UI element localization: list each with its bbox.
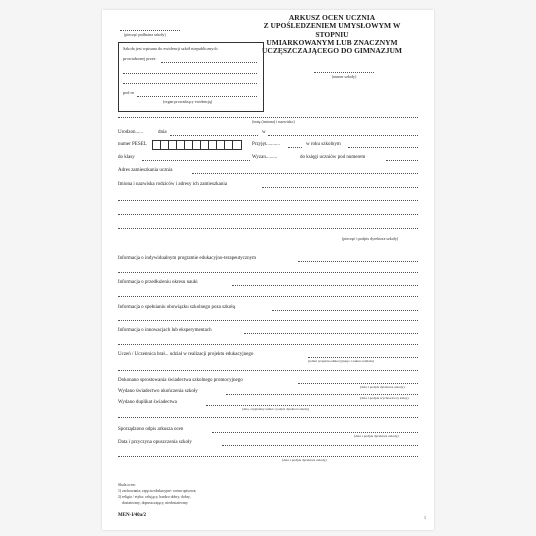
duplikat-label: Wydano duplikat świadectwa: [118, 400, 177, 405]
dokonano-label: Dokonano sprostowania świadectwa szkolnego promocyjnego: [118, 378, 243, 383]
title-line-2: Z UPOŚLEDZENIEM UMYSŁOWYM W STOPNIU: [263, 21, 401, 39]
do-klasy-label: do klasy: [118, 155, 135, 160]
name-caption: (imię (imiona) i nazwisko): [252, 119, 295, 124]
name-line: [118, 117, 418, 118]
innowacje-label: Informacja o innowacjach lub eksperymentach: [118, 328, 212, 333]
title-line-1: ARKUSZ OCEN UCZNIA: [288, 13, 376, 22]
dyrektor-caption-1: (pieczęć i podpis dyrektora szkoły): [342, 236, 399, 241]
registry-text-2: prowadzonej przez: [123, 56, 156, 61]
stamp-caption: (pieczęć podłużna szkoły): [124, 32, 166, 37]
stamp-line: [120, 30, 180, 31]
form-title: [262, 14, 402, 55]
wydano-label: Wydano świadectwo ukończenia szkoły: [118, 389, 198, 394]
urodzon-label: Urodzon......: [118, 130, 143, 135]
adres-label: Adres zamieszkania ucznia: [118, 168, 173, 173]
data-przyczyna-label: Data i przyczyna opuszczenia szkoły: [118, 440, 192, 445]
obowiazek-label: Informacja o spełnianiu obowiązku szkolnego poza szkołą: [118, 305, 235, 310]
dokonano-caption: (data i podpis dyrektora szkoły): [360, 385, 405, 389]
pesel-label: numer PESEL: [118, 142, 147, 147]
registry-box: [118, 42, 264, 112]
w-label: w: [262, 130, 266, 135]
registry-caption: (organ prowadzący ewidencję): [163, 99, 213, 104]
data-przyczyna-caption: (data i podpis dyrektora szkoły): [282, 458, 327, 462]
duplikat-caption: (data, oryginalny numer i podpis dyrektora szkoły): [242, 407, 310, 411]
projekt-label: Uczeń / Uczennica brał... udział w realizacji projektu edukacyjnego: [118, 352, 254, 357]
dnia-label: dnia: [158, 130, 167, 135]
program-label: Informacja o indywidualnym programie edukacyjno-terapeutycznym: [118, 256, 257, 261]
school-number-caption: (numer szkoły): [332, 74, 357, 79]
do-ksiegi-label: do księgi uczniów pod numerem: [300, 155, 366, 160]
wyzan-label: Wyzan.........: [252, 155, 278, 160]
registry-text-1: Szkoła jest wpisana do ewidencji szkół niepublicznych: [123, 46, 218, 51]
przedluzenie-label: Informacja o przedłużeniu okresu nauki: [118, 280, 198, 285]
skala-line-1: 1) zachowania; zajęcia edukacyjne: ocena opisowa;: [118, 489, 197, 493]
form-code: MEN-I/40a/2: [118, 513, 147, 518]
form-page: [102, 10, 434, 530]
registry-pod-nr: pod nr: [123, 90, 135, 95]
wydano-caption: (data i podpis wychowawcy klasy): [360, 396, 409, 400]
projekt-caption: (temat projektu edukacyjnego i zakres udziału): [308, 359, 374, 363]
title-line-3: UMIARKOWANYM LUB ZNACZNYM: [266, 37, 398, 47]
page-number: 1: [424, 515, 426, 520]
school-number-line: [314, 72, 374, 73]
skala-line-3: dostateczny, dopuszczający, niedostateczny: [122, 501, 188, 505]
przyjet-label: Przyjęt...........: [252, 142, 280, 147]
rodzice-label: Imiona i nazwiska rodziców i adresy ich zamieszkania: [118, 182, 227, 187]
sporzadzono-caption: (data i podpis dyrektora szkoły): [354, 434, 399, 438]
skala-line-2: 2) religia / etyka: celujący, bardzo dobry, dobry,: [118, 495, 191, 499]
rok-szkolny-label: w roku szkolnym: [306, 142, 341, 147]
skala-title: Skala ocen:: [118, 483, 136, 487]
title-line-4: UCZĘSZCZAJĄCEGO DO GIMNAZJUM: [262, 46, 403, 55]
sporzadzono-label: Sporządzono odpis arkusza ocen: [118, 427, 184, 432]
